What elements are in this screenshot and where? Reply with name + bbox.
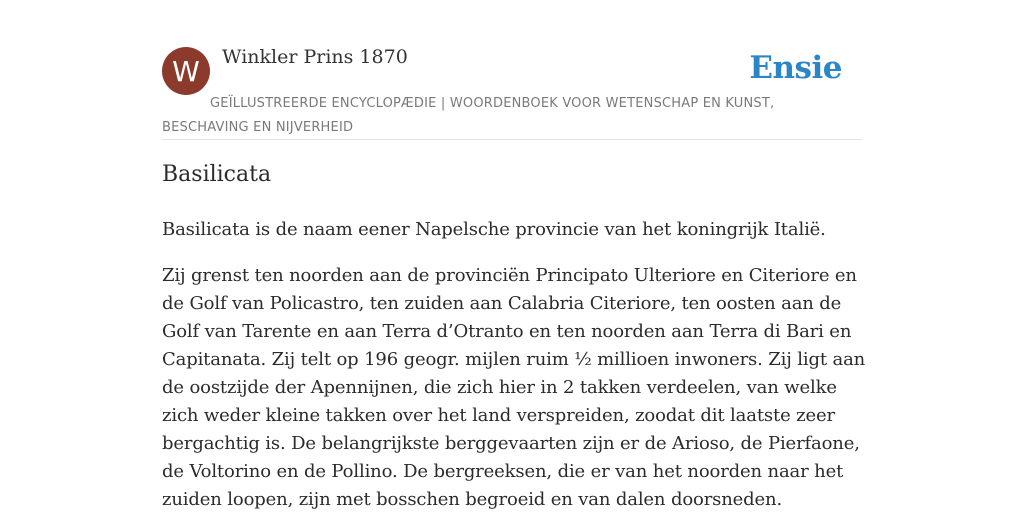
article-title: Basilicata	[162, 162, 272, 187]
brand-logo[interactable]: Ensie	[749, 50, 842, 86]
article-paragraph: Basilicata is de naam eener Napelsche provincie van het koningrijk Italië.	[162, 219, 826, 240]
article-paragraph: Zij grenst ten noorden aan de provinciën Principato Ulteriore en Citeriore en de Golf van Policastro, ten zuiden aan Calabria Citeriore, ten oosten aan de Golf van Tarente en aan Terra d’Otranto en ten noorden aan Terra di Bari en Capitanata. Zij telt op 196 geogr. mijlen ruim ½ millioen inwoners. Zij ligt aan de oostzijde der Apennijnen, die zich hier in 2 takken verdeelen, van welke zich weder kleine takken over het land verspreiden, zoodat dit laatste zeer bergachtig is. De belangrijkste berggevaarten zijn er de Arioso, de Pierfaone, de Voltorino en de Pollino. De bergreeksen, die er van het noorden naar het zuiden loopen, zijn met bosschen begroeid en van dalen doorsneden.	[162, 265, 866, 510]
source-avatar[interactable]: W	[162, 47, 210, 95]
source-title[interactable]: Winkler Prins 1870	[222, 46, 408, 68]
header-divider	[162, 139, 862, 140]
source-subtitle: GEÏLLUSTREERDE ENCYCLOPÆDIE | WOORDENBOEK VOOR WETENSCHAP EN KUNST, BESCHAVING EN NIJVERHEID	[162, 96, 775, 135]
article-body	[162, 216, 866, 532]
